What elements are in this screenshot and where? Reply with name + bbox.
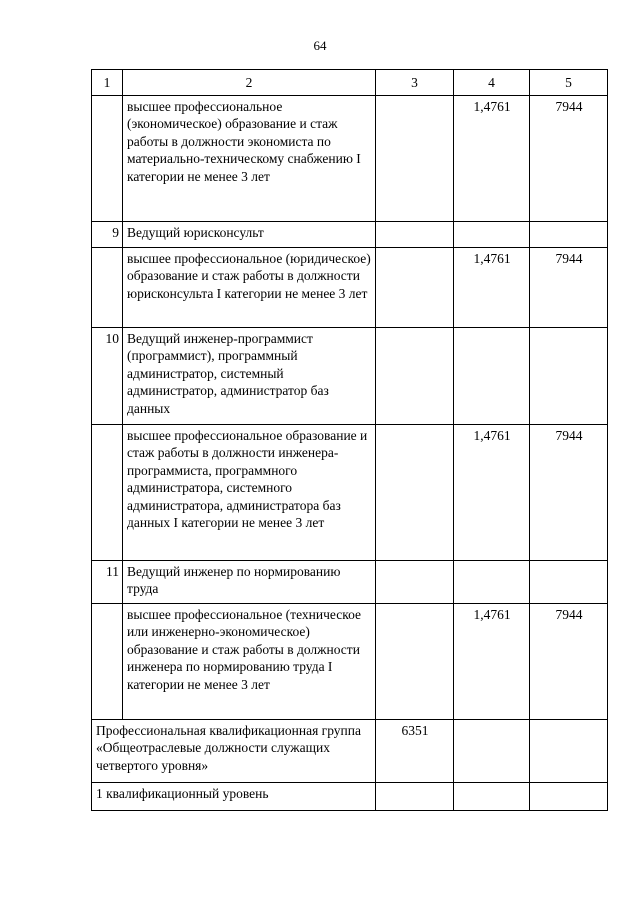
row-requirement-text: высшее профессиональное образование и стаж работы в должности инженера-программиста, программного администратора, системного администратора, администратора баз данных I категории не менее 3 лет — [123, 425, 376, 561]
row-number — [92, 604, 123, 720]
row-coefficient — [454, 328, 530, 425]
row-number — [92, 96, 123, 222]
row-salary: 7944 — [530, 604, 608, 720]
table-row — [92, 561, 608, 604]
row-col3 — [376, 222, 454, 248]
header-cell-4: 4 — [454, 70, 530, 96]
level-empty-cell-4 — [454, 783, 530, 811]
row-col3 — [376, 96, 454, 222]
level-row — [92, 783, 608, 811]
table-header-row — [92, 70, 608, 96]
row-salary: 7944 — [530, 248, 608, 328]
row-number — [92, 248, 123, 328]
row-salary: 7944 — [530, 96, 608, 222]
level-title: 1 квалификационный уровень — [92, 783, 376, 811]
table-row — [92, 222, 608, 248]
group-empty-cell-5 — [530, 720, 608, 783]
row-salary — [530, 561, 608, 604]
row-col3 — [376, 328, 454, 425]
row-coefficient — [454, 222, 530, 248]
level-empty-cell-3 — [376, 783, 454, 811]
group-empty-cell-4 — [454, 720, 530, 783]
row-salary: 7944 — [530, 425, 608, 561]
table-row — [92, 425, 608, 561]
table-row — [92, 328, 608, 425]
row-position-title: Ведущий юрисконсульт — [123, 222, 376, 248]
row-col3 — [376, 425, 454, 561]
row-number: 10 — [92, 328, 123, 425]
row-salary — [530, 222, 608, 248]
table-row — [92, 248, 608, 328]
level-empty-cell-5 — [530, 783, 608, 811]
header-cell-1: 1 — [92, 70, 123, 96]
group-base-salary: 6351 — [376, 720, 454, 783]
row-number: 9 — [92, 222, 123, 248]
row-number — [92, 425, 123, 561]
qualification-table — [91, 69, 608, 811]
row-coefficient — [454, 561, 530, 604]
row-col3 — [376, 248, 454, 328]
row-coefficient: 1,4761 — [454, 248, 530, 328]
table-row — [92, 604, 608, 720]
header-cell-3: 3 — [376, 70, 454, 96]
table-row — [92, 96, 608, 222]
row-requirement-text: высшее профессиональное (юридическое) образование и стаж работы в должности юрисконсульта I категории не менее 3 лет — [123, 248, 376, 328]
row-coefficient: 1,4761 — [454, 425, 530, 561]
page-number: 64 — [313, 38, 327, 53]
row-col3 — [376, 561, 454, 604]
row-position-title: Ведущий инженер-программист (программист), программный администратор, системный администратор, администратор баз данных — [123, 328, 376, 425]
header-cell-2: 2 — [123, 70, 376, 96]
row-requirement-text: высшее профессиональное (экономическое) образование и стаж работы в должности экономиста по материально-техническому снабжению I категории не менее 3 лет — [123, 96, 376, 222]
header-cell-5: 5 — [530, 70, 608, 96]
row-position-title: Ведущий инженер по нормированию труда — [123, 561, 376, 604]
row-requirement-text: высшее профессиональное (техническое или инженерно-экономическое) образование и стаж работы в должности инженера по нормированию труда I категории не менее 3 лет — [123, 604, 376, 720]
row-col3 — [376, 604, 454, 720]
row-coefficient: 1,4761 — [454, 604, 530, 720]
row-salary — [530, 328, 608, 425]
row-number: 11 — [92, 561, 123, 604]
group-row — [92, 720, 608, 783]
group-title: Профессиональная квалификационная группа «Общеотраслевые должности служащих четвертого уровня» — [92, 720, 376, 783]
row-coefficient: 1,4761 — [454, 96, 530, 222]
